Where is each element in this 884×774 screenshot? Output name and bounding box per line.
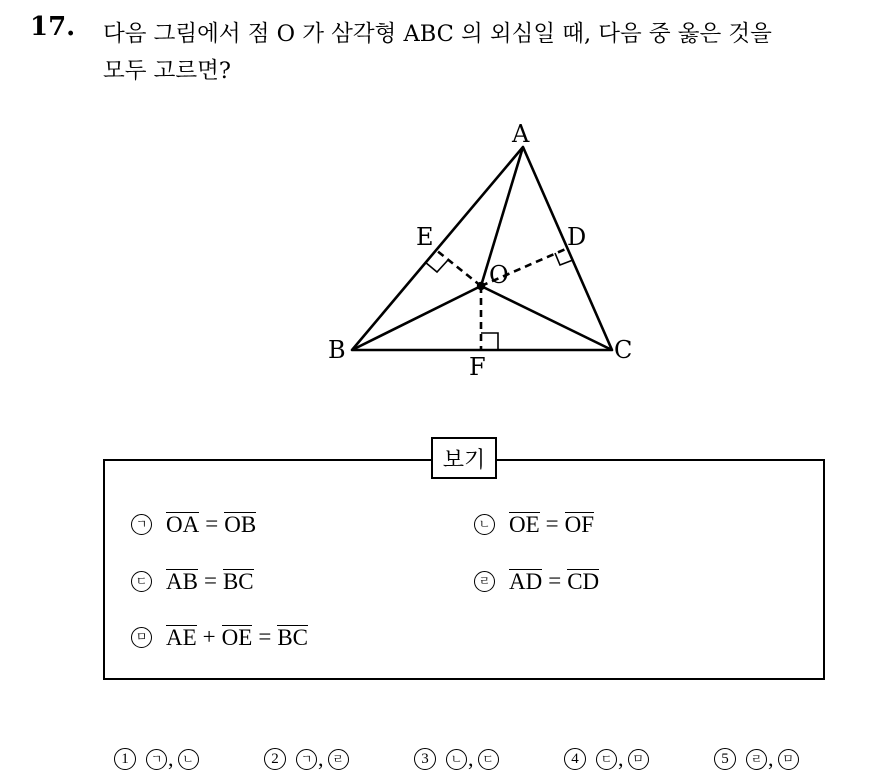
bogi-title: 보기 [431,437,497,479]
segment-label: OA [166,512,200,537]
equals-sign: = [203,568,217,593]
segment-label: CD [567,569,600,594]
question-line-1: 다음 그림에서 점 O 가 삼각형 ABC 의 외심일 때, 다음 중 옳은 것을 [103,21,772,47]
label-b: B [328,336,346,364]
bogi-item-5 [131,624,308,650]
equals-sign: = [258,624,272,649]
label-d: D [567,223,587,251]
label-o: O [489,261,509,289]
segment-label: AD [509,569,543,594]
marker-digeut: ㄷ [131,571,152,592]
choice-marker: ㄹ [746,749,767,770]
circumcenter-point [477,282,485,290]
segment-label: OE [221,625,253,650]
segment-label: AB [166,569,198,594]
choice-marker: ㄹ [328,749,349,770]
bogi-item-1 [131,511,256,537]
label-e: E [416,223,434,251]
perpendicular-oe [436,250,481,286]
choice-number: 5 [714,748,736,770]
plus-sign: + [202,624,216,649]
choice-1[interactable]: 1 ㄱ , ㄴ [114,746,199,772]
choice-marker: ㄷ [478,749,499,770]
choice-marker: ㄴ [178,749,199,770]
choice-marker: ㄱ [146,749,167,770]
choice-2[interactable]: 2 ㄱ , ㄹ [264,746,349,772]
label-a: A [512,120,530,148]
choice-marker: ㅁ [628,749,649,770]
segment-label: OF [564,512,595,537]
choice-number: 2 [264,748,286,770]
label-c: C [614,336,633,364]
bogi-item-3 [131,568,254,594]
equals-sign: = [205,511,219,536]
choice-marker: ㄴ [446,749,467,770]
marker-mieum: ㅁ [131,627,152,648]
bogi-item-2 [474,511,594,537]
choice-number: 1 [114,748,136,770]
marker-rieul: ㄹ [474,571,495,592]
choice-3[interactable]: 3 ㄴ , ㄷ [414,746,499,772]
choice-4[interactable]: 4 ㄷ , ㅁ [564,746,649,772]
equals-sign: = [548,568,562,593]
answer-choices [0,746,884,774]
segment-label: BC [277,625,308,650]
segment-oc [481,286,612,350]
question-line-2: 모두 고르면? [103,58,231,84]
question-number: 17. [30,12,76,42]
segment-label: AE [166,625,197,650]
segment-label: BC [222,569,254,594]
marker-giyeok: ㄱ [131,514,152,535]
choice-marker: ㄷ [596,749,617,770]
label-f: F [469,353,486,381]
bogi-item-4 [474,568,599,594]
segment-label: OB [224,512,257,537]
segment-ob [352,286,481,350]
marker-nieun: ㄴ [474,514,495,535]
choice-number: 4 [564,748,586,770]
choice-5[interactable]: 5 ㄹ , ㅁ [714,746,799,772]
choice-number: 3 [414,748,436,770]
segment-label: OE [509,512,540,537]
right-angle-mark-e [425,260,448,272]
choice-marker: ㄱ [296,749,317,770]
equals-sign: = [545,511,559,536]
right-angle-mark-f [481,333,498,350]
choice-marker: ㅁ [778,749,799,770]
